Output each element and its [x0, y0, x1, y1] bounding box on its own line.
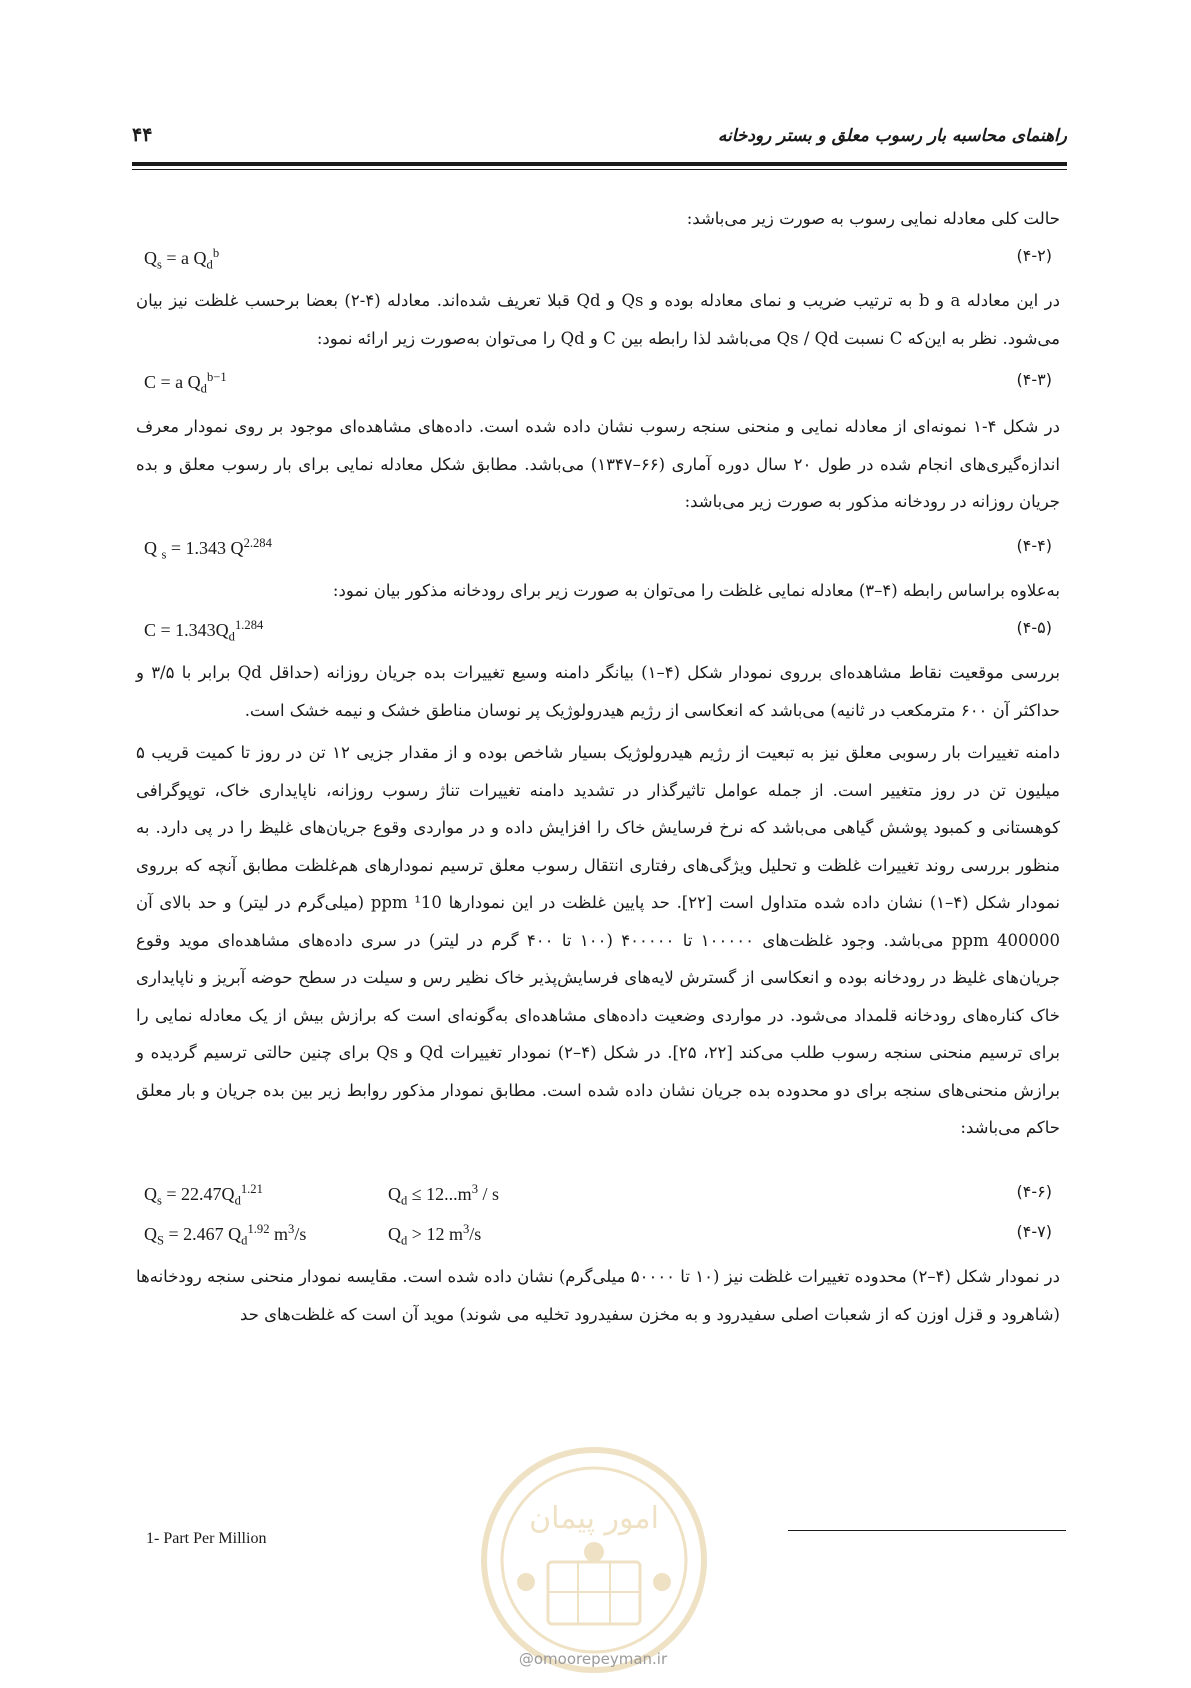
equation-condition: $Q_d \le 12...m^3 / s$	[388, 1182, 499, 1208]
equation-formula: $Q_s = 22.47Q_d^{1.21}$	[144, 1182, 263, 1208]
equation-4-7	[136, 1218, 1060, 1254]
paragraph-2: در شکل ۴-۱ نمونه‌ای از معادله نمایی و منحنی سنجه رسوب نشان داده شده است. داده‌های مشاهده‌ای موجود بر روی نمودار معرف اندازه‌گیری‌های انجام شده در طول ۲۰ سال دوره آماری (۶۶–۱۳۴۷) می‌باشد. مطابق شکل معادله نمایی برای بار رسوب معلق و بده جریان روزانه در رودخانه مذکور به صورت زیر می‌باشد:	[136, 417, 1060, 511]
equation-formula: $C = 1.343Q_d^{1.284}$	[144, 618, 264, 644]
page-header	[132, 118, 1067, 158]
equation-formula: $Q_S = 2.467$ $Q_d^{1.92}$ $m^3/s$	[144, 1222, 307, 1248]
equation-formula: C = a $Q_d^{b-1}$	[144, 370, 227, 396]
equation-number: (۴-۵)	[1016, 618, 1052, 637]
equation-formula: Q $_s$ = 1.343 $Q^{2.284}$	[144, 536, 272, 562]
equation-4-2	[136, 242, 1060, 278]
paragraph-4: بررسی موقعیت نقاط مشاهده‌ای برروی نمودار شکل (۴–۱) بیانگر دامنه وسیع تغییرات بده جریان روزانه (حداقل Qd برابر با ۳/۵ و حداکثر آن ۶۰۰ مترمکعب در ثانیه) می‌باشد که انعکاسی از رژیم هیدرولوژیک پر نوسان مناطق خشک و نیمه خشک است.	[136, 663, 1060, 720]
running-title: راهنمای محاسبه بار رسوب معلق و بستر رودخانه	[717, 126, 1067, 146]
paragraph-5: دامنه تغییرات بار رسوبی معلق نیز به تبعیت از رژیم هیدرولوژیک بسیار شاخص بوده و از مقدار جزیی ۱۲ تن در روز تا کمیت قریب ۵ میلیون تن در روز متغییر است. از جمله عوامل تاثیرگذار در تشدید دامنه تغییرات تناژ رسوب روزانه، ناپایداری خاک، توپوگرافی کوهستانی و کمبود پوشش گیاهی می‌باشد که نرخ فرسایش خاک را افزایش داده و در مواردی وقوع جریان‌های غلیظ را در پی دارد. به منظور بررسی روند تغییرات غلظت و تحلیل ویژگی‌های رفتاری انتقال رسوب معلق ترسیم نمودارهای هم‌غلظت مطابق آنچه که برروی نمودار شکل (۴–۱) نشان داده شده متداول است [۲۲]. حد پایین غلظت در این نمودارها ¹10 ppm (میلی‌گرم در لیتر) و حد بالای آن 400000 ppm می‌باشد. وجود غلظت‌های ۱۰۰۰۰۰ تا ۴۰۰۰۰۰ (۱۰۰ تا ۴۰۰ گرم در لیتر) در سری داده‌های مشاهده‌ای موید وقوع جریان‌های غلیظ در رودخانه بوده و انعکاسی از گسترش لایه‌های فرسایش‌پذیر خاک نظیر رس و سیلت در سطح حوضه آبریز و ناپایداری خاک کناره‌های رودخانه قلمداد می‌شود. در مواردی وضعیت داده‌های مشاهده‌ای به‌گونه‌ای است که برازش بیش از یک معادله نمایی را برای ترسیم منحنی سنجه رسوب طلب می‌کند [۲۲، ۲۵]. در شکل (۴–۲) نمودار تغییرات Qd و Qs برای چنین حالتی ترسیم گردیده و برازش منحنی‌های سنجه برای دو محدوده بده جریان نشان داده شده است. مطابق نمودار مذکور روابط زیر بین بده جریان و بار معلق حاکم می‌باشد:	[136, 743, 1061, 1137]
paragraph-1: در این معادله a و b به ترتیب ضریب و نمای معادله بوده و Qs و Qd قبلا تعریف شده‌اند. معادله (۴-۲) بعضا برحسب غلظت نیز بیان می‌شود. نظر به این‌که C نسبت Qs / Qd می‌باشد لذا رابطه بین C و Qd را می‌توان به‌صورت زیر ارائه نمود:	[136, 291, 1060, 348]
equation-number: (۴-۲)	[1016, 246, 1052, 265]
paragraph-3: به‌علاوه براساس رابطه (۴–۳) معادله نمایی غلظت را می‌توان به صورت زیر برای رودخانه مذکور بیان نمود:	[332, 581, 1060, 600]
footnote: 1- Part Per Million	[146, 1530, 267, 1547]
header-rule-thin	[132, 169, 1067, 170]
equation-4-4	[136, 532, 1060, 568]
footnote-rule	[788, 1530, 1066, 1531]
equation-condition: $Q_d > 12$ $m^3/s$	[388, 1222, 482, 1248]
paragraph-6: در نمودار شکل (۴–۲) محدوده تغییرات غلظت نیز (۱۰ تا ۵۰۰۰۰ میلی‌گرم) نشان داده شده است. مقایسه نمودار منحنی سنجه رودخانه‌ها (شاهرود و قزل اوزن که از شعبات اصلی سفیدرود و به مخزن سفیدرود تخلیه می شوند) موید آن است که غلظت‌های حد	[136, 1267, 1060, 1324]
equation-number: (۴-۴)	[1016, 536, 1052, 555]
equation-number: (۴-۳)	[1016, 370, 1052, 389]
equation-formula: $Q_s = a$ $Q_d^b$	[144, 246, 220, 272]
svg-text:امور پیمان: امور پیمان	[529, 1501, 659, 1536]
equation-number: (۴-۷)	[1016, 1222, 1052, 1241]
watermark-text: @omoorepeyman.ir	[518, 1650, 668, 1668]
equation-4-5	[136, 614, 1060, 650]
page-number: ۴۴	[132, 124, 153, 146]
header-rule-thick	[132, 162, 1067, 166]
equation-number: (۴-۶)	[1016, 1182, 1052, 1201]
paragraph-intro: حالت کلی معادله نمایی رسوب به صورت زیر می‌باشد:	[686, 209, 1060, 228]
equation-4-3	[136, 366, 1060, 402]
equation-4-6	[136, 1178, 1060, 1214]
